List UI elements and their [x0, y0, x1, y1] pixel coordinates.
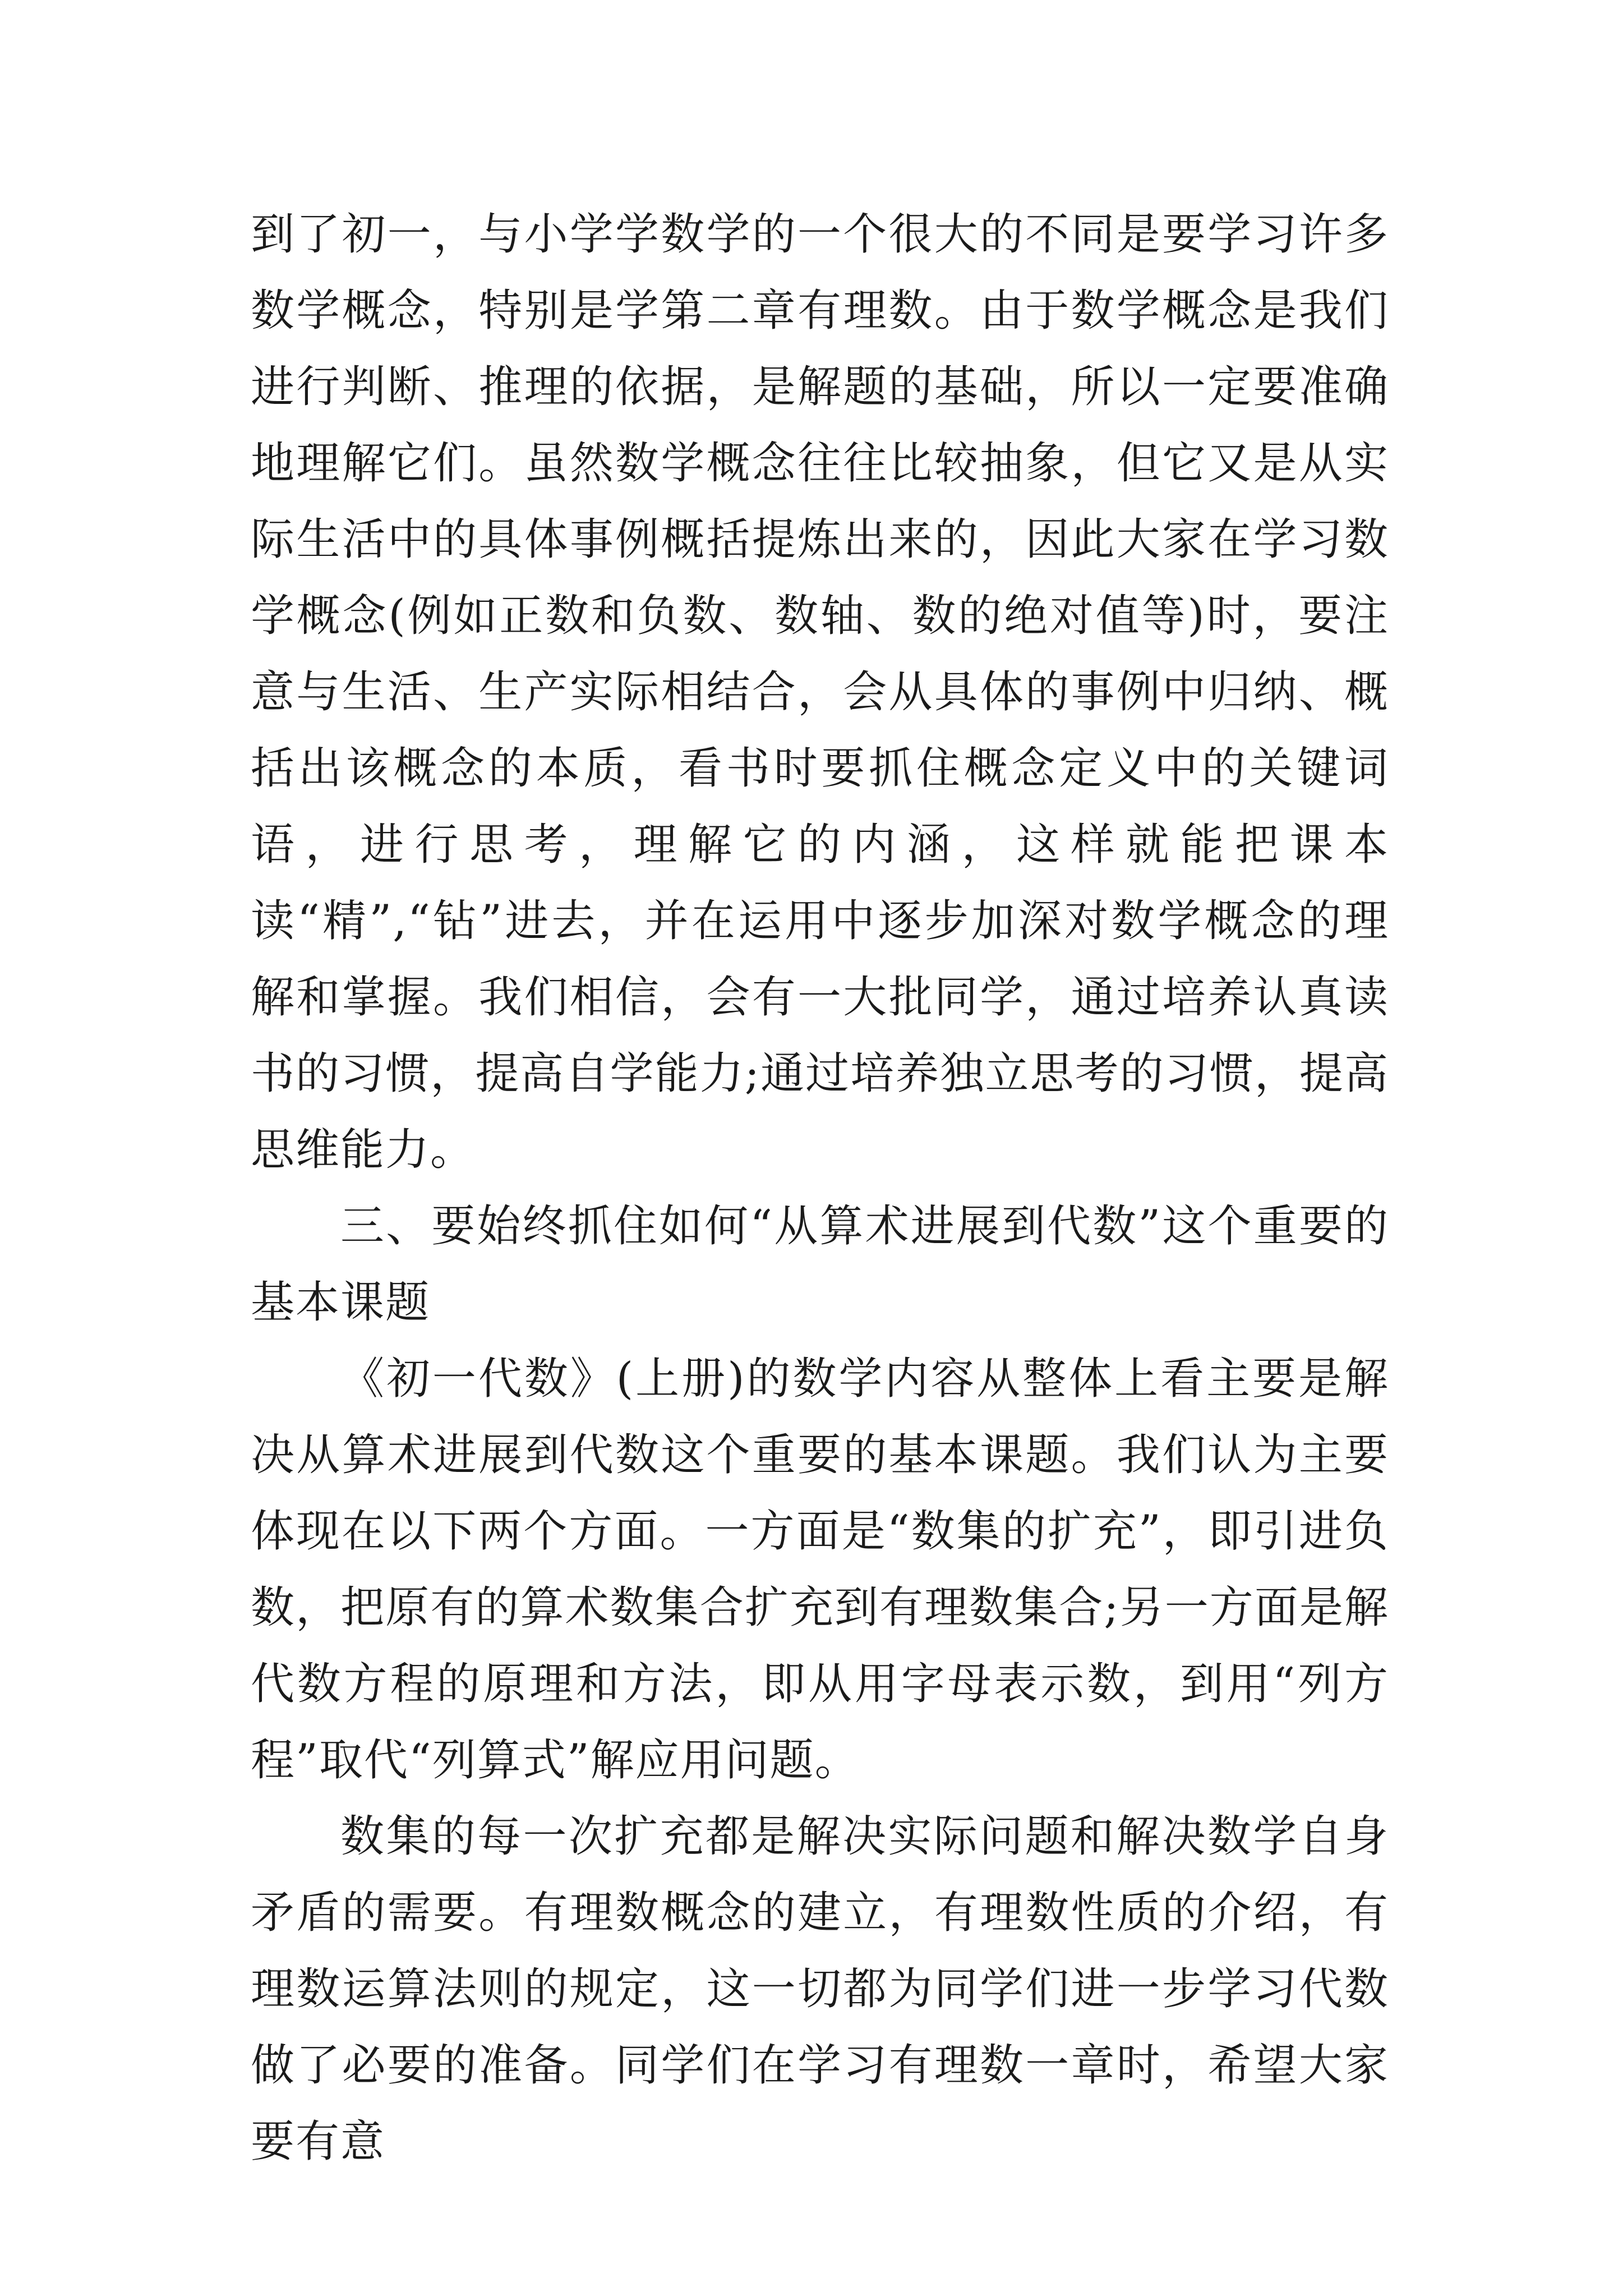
section-heading-three: 三、要始终抓住如何“从算术进展到代数”这个重要的基本课题 [251, 1201, 1389, 1328]
paragraph-algebra-content: 《初一代数》(上册)的数学内容从整体上看主要是解决从算术进展到代数这个重要的基本课题。我们认为主要体现在以下两个方面。一方面是“数集的扩充”，即引进负数，把原有的算术数集合扩充到有理数集合;另一方面是解代数方程的原理和方法，即从用字母表示数，到用“列方程”取代“列算式”解应用问题。 [251, 1354, 1389, 1786]
paragraph-concepts: 到了初一，与小学学数学的一个很大的不同是要学习许多数学概念，特别是学第二章有理数。由于数学概念是我们进行判断、推理的依据，是解题的基础，所以一定要准确地理解它们。虽然数学概念往往比较抽象，但它又是从实际生活中的具体事例概括提炼出来的，因此大家在学习数学概念(例如正数和负数、数轴、数的绝对值等)时，要注意与生活、生产实际相结合，会从具体的事例中归纳、概括出该概念的本质，看书时要抓住概念定义中的关键词语，进行思考，理解它的内涵，这样就能把课本读“精”,“钻”进去，并在运用中逐步加深对数学概念的理解和掌握。我们相信，会有一大批同学，通过培养认真读书的习惯，提高自学能力;通过培养独立思考的习惯，提高思维能力。 [251, 209, 1389, 1175]
document-body [251, 196, 1389, 2180]
paragraph-number-set-extension: 数集的每一次扩充都是解决实际问题和解决数学自身矛盾的需要。有理数概念的建立，有理数性质的介绍，有理数运算法则的规定，这一切都为同学们进一步学习代数做了必要的准备。同学们在学习有理数一章时，希望大家要有意 [251, 1811, 1389, 2167]
